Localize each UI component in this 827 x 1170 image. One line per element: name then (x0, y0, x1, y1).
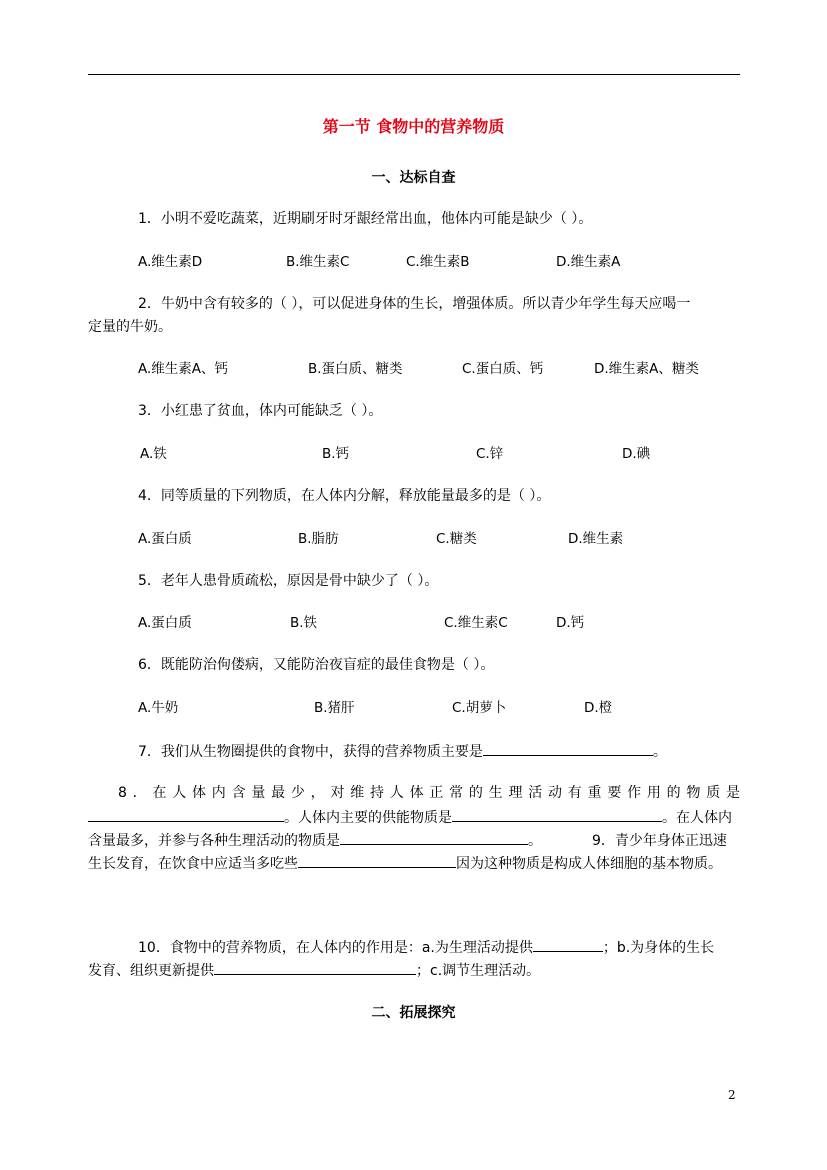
section-heading-self-check: 一、达标自查 (371, 170, 456, 186)
question-8-line3: 含量最多，并参与各种生理活动的物质是 。 9．青少年身体正迅速 (88, 830, 727, 850)
q6-option-c: C.胡萝卜 (452, 700, 507, 716)
q4-option-b: B.脂肪 (298, 531, 339, 547)
q5-option-a: A.蛋白质 (138, 615, 192, 631)
question-9-line2: 生长发育，在饮食中应适当多吃些 因为这种物质是构成人体细胞的基本物质。 (88, 853, 722, 873)
q3-option-a: A.铁 (140, 446, 167, 462)
question-10-line1: 10．食物中的营养物质，在人体内的作用是：a.为生理活动提供 ；b.为身体的生长 (138, 937, 714, 957)
q6-option-b: B.猪肝 (314, 700, 355, 716)
question-9-start: 9．青少年身体正迅速 (592, 833, 727, 849)
question-8-line2: 。人体内主要的供能物质是 。在人体内 (88, 807, 732, 827)
q9-answer-blank[interactable] (298, 853, 456, 868)
q4-option-c: C.糖类 (436, 531, 477, 547)
q10-answer-blank-1[interactable] (533, 937, 603, 952)
header-rule (88, 74, 740, 75)
q1-option-b: B.维生素C (286, 254, 350, 270)
question-2-line1: 2．牛奶中含有较多的（ ），可以促进身体的生长，增强体质。所以青少年学生每天应喝一 (138, 296, 691, 312)
section-heading-extension: 二、拓展探究 (371, 1005, 456, 1021)
q6-option-d: D.橙 (584, 700, 613, 716)
q8-answer-blank-1[interactable] (88, 807, 284, 822)
page-title: 第一节 食物中的营养物质 (322, 117, 505, 136)
q6-option-a: A.牛奶 (138, 700, 179, 716)
q2-option-d: D.维生素A、糖类 (594, 361, 699, 377)
question-7-end: 。 (652, 744, 667, 760)
q3-option-c: C.锌 (476, 446, 504, 462)
q2-option-b: B.蛋白质、糖类 (308, 361, 403, 377)
q3-option-d: D.碘 (622, 446, 651, 462)
question-1: 1．小明不爱吃蔬菜，近期刷牙时牙龈经常出血，他体内可能是缺少（ ）。 (138, 211, 593, 227)
q8-answer-blank-2[interactable] (452, 807, 662, 822)
q1-option-a: A.维生素D (138, 254, 203, 270)
question-8-line1: 8．在人体内含量最少，对维持人体正常的生理活动有重要作用的物质是 (118, 785, 740, 801)
q5-option-d: D.钙 (556, 615, 585, 631)
q10-answer-blank-2[interactable] (214, 960, 416, 975)
question-4: 4．同等质量的下列物质，在人体内分解，释放能量最多的是（ ）。 (138, 488, 551, 504)
q1-option-d: D.维生素A (556, 254, 621, 270)
q8-answer-blank-3[interactable] (340, 830, 528, 845)
q1-option-c: C.维生素B (406, 254, 470, 270)
question-2-line2: 定量的牛奶。 (88, 319, 172, 335)
q4-option-a: A.蛋白质 (138, 531, 192, 547)
question-3: 3．小红患了贫血，体内可能缺乏（ ）。 (138, 403, 383, 419)
question-6: 6．既能防治佝偻病，又能防治夜盲症的最佳食物是（ ）。 (138, 657, 495, 673)
q5-option-b: B.铁 (290, 615, 318, 631)
q4-option-d: D.维生素 (568, 531, 624, 547)
q2-option-a: A.维生素A、钙 (138, 361, 229, 377)
q5-option-c: C.维生素C (444, 615, 508, 631)
q7-answer-blank[interactable] (483, 741, 653, 756)
question-5: 5．老年人患骨质疏松，原因是骨中缺少了（ ）。 (138, 573, 439, 589)
question-7-text: 7．我们从生物圈提供的食物中，获得的营养物质主要是 (138, 744, 483, 760)
question-7 (138, 741, 667, 761)
page-number: 2 (728, 1088, 736, 1102)
question-10-line2: 发育、组织更新提供 ；c.调节生理活动。 (88, 960, 540, 980)
q3-option-b: B.钙 (322, 446, 350, 462)
q2-option-c: C.蛋白质、钙 (462, 361, 544, 377)
